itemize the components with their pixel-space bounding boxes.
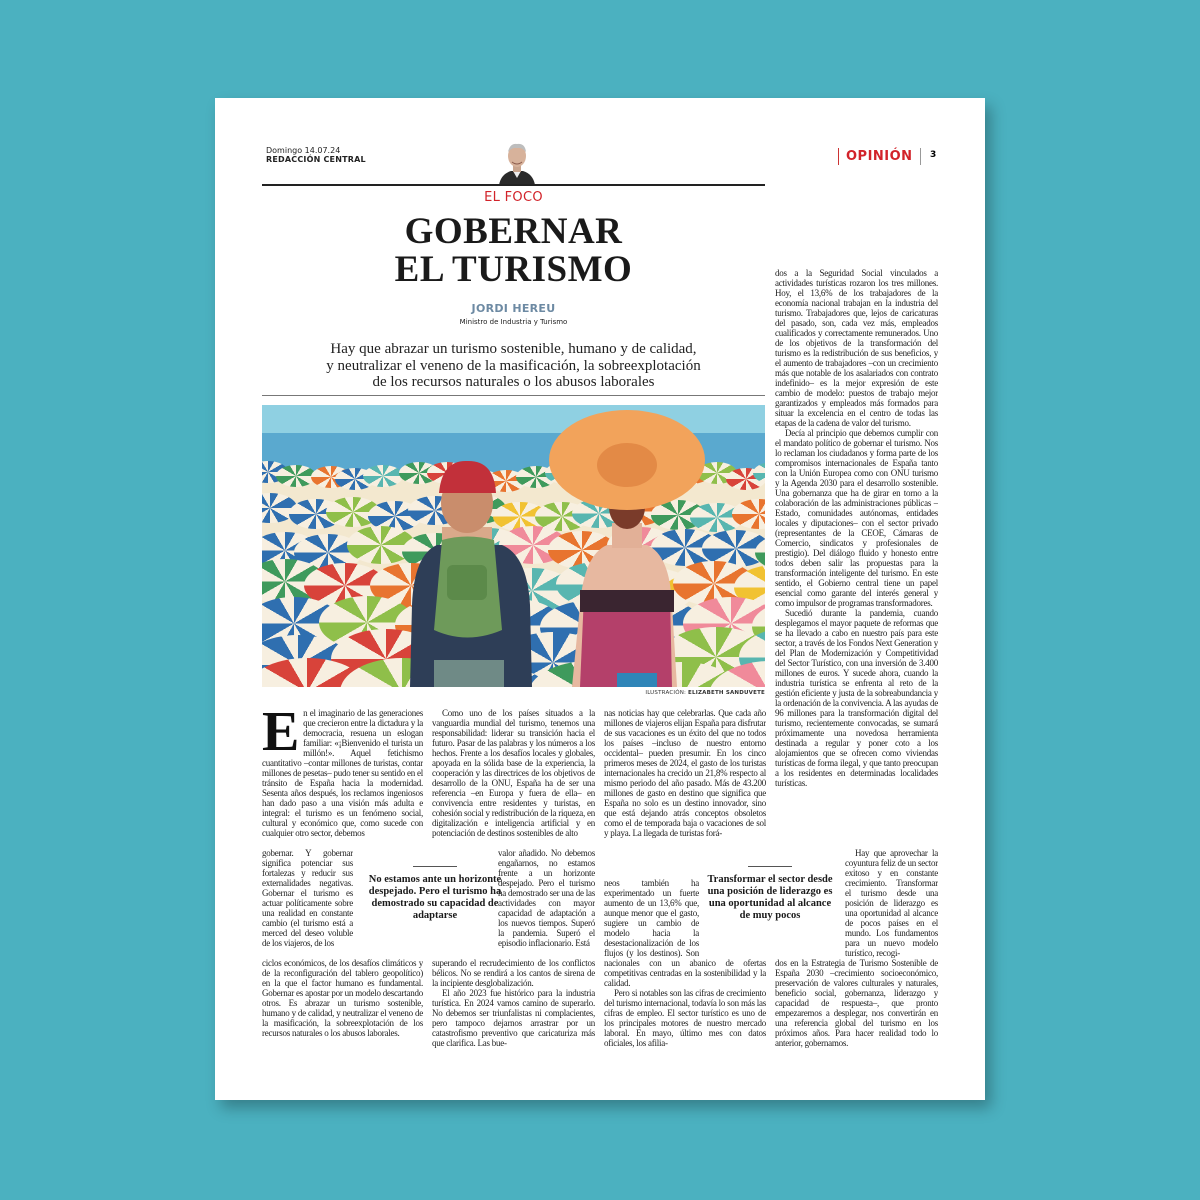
body-column-3-wrap (604, 878, 699, 958)
paragraph: valor añadido. No debemos engañarnos, no estamos frente a un horizonte despejado. Pero el turismo ha demostrado ser una de las actividades con mayor capacidad de adaptación a los nuevos tiempos. Superó la pandemia. Superó el episodio inflacionario. Está (498, 848, 595, 948)
credit-label: ILUSTRACIÓN: (645, 690, 687, 696)
paragraph: neos también ha experimentado un fuerte aumento de un 13,6% que, aunque menor que el gasto, sugiere un cambio de modelo hacia la desestacionalización de los flujos (y los destinos). Son (604, 878, 699, 958)
drop-cap: E (262, 708, 300, 763)
divider (262, 395, 765, 396)
paragraph: n el imaginario de las generaciones que crecieron entre la dictadura y la democracia, resuena un eslogan familiar: «¡Bienvenido el turista un millón!». Aquel fetichismo cuantitativo –contar millones de turistas, contar millones de pesetas– pudo tener su sentido en el tránsito de España hacia la modernidad. Sesenta años después, los reclamos ingeniosos han dado paso a una visión más adulta e integral: el turismo es un fenómeno social, cultural y económico que, como sucede con cualquier otro sector, debemos (262, 708, 423, 838)
newspaper-page (215, 98, 985, 1100)
paragraph: El año 2023 fue histórico para la industria turística. En 2024 vamos camino de superarlo. No debemos ser triunfalistas ni complacientes, pero tampoco dejarnos arrastrar por un catastrofismo preventivo que caricaturiza más que clarifica. Las bue- (432, 988, 595, 1048)
body-column-2-tail (432, 958, 595, 1058)
illustration-credit (515, 690, 765, 696)
divider (262, 184, 765, 186)
page-number: 3 (920, 148, 936, 165)
standfirst-line: de los recursos naturales o los abusos laborales (372, 374, 655, 390)
date: Domingo 14.07.24 (266, 146, 341, 155)
body-column-3-tail (604, 958, 766, 1058)
body-column-2 (432, 708, 595, 848)
author-role: Ministro de Industria y Turismo (459, 318, 568, 326)
body-column-4-wrap (845, 848, 938, 958)
standfirst-line: y neutralizar el veneno de la masificación, la sobreexplotación (326, 357, 701, 374)
pull-quote: No estamos ante un horizonte despejado. Pero el turismo ha demostrado su capacidad de adaptarse (365, 866, 505, 922)
paragraph: dos en la Estrategia de Turismo Sostenible de España 2030 –crecimiento socioeconómico, preservación de valores culturales y naturales, beneficio social, gobernanza, liderazgo y capacidad de respuesta–, que pronto empezaremos a desplegar, nos convertirán en una referencia global del turismo en los próximos años. Para hacer realidad todo lo anterior, gobernamos. (775, 958, 938, 1048)
body-column-1-wrap (262, 848, 353, 958)
paragraph: gobernar. Y gobernar significa potenciar sus fortalezas y reducir sus externalidades negativas. Gobernar el turismo es actuar políticamente sobre una realidad en constante cambio (el turismo está a merced del deseo voluble de los viajeros, de los (262, 848, 353, 948)
illustration-beach-umbrellas (262, 405, 765, 687)
headline-line: EL TURISMO (394, 249, 633, 290)
body-column-3 (604, 708, 766, 878)
author-portrait (497, 140, 537, 185)
author-name: JORDI HEREU (471, 302, 556, 315)
man-figure (410, 461, 532, 687)
kicker: EL FOCO (484, 190, 543, 205)
headline-line: GOBERNAR (404, 211, 623, 252)
paragraph: Decía al principio que debemos cumplir con el mandato político de gobernar el turismo. Nos lo reclaman los ciudadanos y forma parte de los compromisos internacionales de España tanto con la Unión Europea como con ONU turismo y la Agenda 2030 para el desarrollo sostenible. Una gobernanza que ha de girar en torno a la colaboración de las administraciones públicas –Estado, comunidades autónomas, entidades locales y diputaciones– con el sector privado (representantes de la CEOE, Cámaras de Comercio, sindicatos y profesionales de prestigio). Del diálogo fluido y honesto entre todos deben salir las propuestas para la transformación inteligente del turismo. En este sentido, el Gobierno central tiene un papel esencial como garante del interés general y como impulsor de programas transformadores. (775, 428, 938, 608)
woman-figure (549, 410, 705, 687)
paragraph: dos a la Seguridad Social vinculados a actividades turísticas rozaron los tres millones. Hoy, el 13,6% de los trabajadores de la economía nacional trabajan en la industria del turismo. Trabajadores que, lejos de caricaturas del pasado, son, cada vez más, empleados cualificados y correctamente remunerados. Uno de los objetivos de la transformación del turismo es la redistribución de sus beneficios, y el aumento de trabajadores –con un crecimiento más que notable de los asalariados con contrato indefinido– es la mejor expresión de este cambio de modelo: puestos de trabajo mejor garantizados y empleados más formados para situar la excelencia en el centro de todas las etapas de la cadena de valor del turismo. (775, 268, 938, 428)
section-label: OPINIÓN (838, 148, 913, 165)
paragraph: Pero si notables son las cifras de crecimiento del turismo internacional, todavía lo son más las cifras de empleo. El sector turístico es uno de los principales motores de nuestro mercado laboral. En mayo, último mes con datos oficiales, los afilia- (604, 988, 766, 1048)
paragraph: nas noticias hay que celebrarlas. Que cada año millones de viajeros elijan España para disfrutar de sus vacaciones es un éxito del que no todos los países –incluso de nuestro entorno occidental– pueden presumir. En los cinco primeros meses de 2024, el gasto de los turistas internacionales ha crecido un 21,8% respecto al mismo periodo del año pasado. Más de 43.200 millones de gasto en destino que significa que España no solo es un destino innovador, sino que está dejando atrás conceptos obsoletos como el de temporada baja o vacaciones de sol y playa. La llegada de turistas forá- (604, 708, 766, 838)
body-column-1-tail (262, 958, 423, 1078)
desk-label: REDACCIÓN CENTRAL (266, 155, 366, 164)
body-column-4-tail (775, 958, 938, 1058)
body-column-1 (262, 708, 423, 848)
paragraph: nacionales con un abanico de ofertas competitivas centradas en la sostenibilidad y la calidad. (604, 958, 766, 988)
headline (262, 213, 765, 289)
dateline (266, 146, 366, 164)
standfirst (262, 341, 765, 391)
paragraph: ciclos económicos, de los desafíos climáticos y de la reconfiguración del tablero geopolítico) en la que el factor humano es fundamental. Gobernar es apostar por un modelo descartando otros. Es abrazar un turismo sostenible, humano y de calidad, y neutralizar el veneno de la masificación, la sobreexplotación de los recursos naturales o los abusos laborales. (262, 958, 423, 1038)
paragraph: superando el recrudecimiento de los conflictos bélicos. No se rendirá a los cantos de sirena de la incipiente desglobalización. (432, 958, 595, 988)
paragraph: Como uno de los países situados a la vanguardia mundial del turismo, tenemos una responsabilidad: liderar su transición hacia el futuro. Pasar de las palabras y los números a los hechos. Frente a los desafíos locales y globales, apoyada en la sólida base de la experiencia, la cooperación y las directrices de los objetivos de desarrollo de la ONU, España ha de ser una referencia –en Europa y fuera de ella– en convivencia entre residentes y turistas, en cohesión social y redistribución de la riqueza, en digitalización e inteligencia artificial y en potenciación de destinos sostenibles de alto (432, 708, 595, 838)
standfirst-line: Hay que abrazar un turismo sostenible, humano y de calidad, (330, 341, 697, 357)
body-column-2-wrap (498, 848, 595, 958)
body-column-4 (775, 268, 938, 848)
credit-name: ELIZABETH SANDUVETE (688, 690, 765, 696)
paragraph: Sucedió durante la pandemia, cuando desplegamos el mayor paquete de reformas que se ha llevado a cabo en nuestro país para este sector, a través de los Fondos Next Generation y del Plan de Modernización y Competitividad del Sector Turístico, con una inversión de 3.400 millones de euros. Y sucede ahora, cuando la industria turística se enfrenta al reto de la gestión eficiente y justa de la sobreabundancia y la ordenación de la convivencia. A las ayudas de 96 millones para la transformación digital del turismo, recientemente convocadas, se sumará próximamente una novedosa herramienta destinada a regular y poner coto a los alojamientos que se ofrecen como viviendas turísticas de forma ilegal, y que tanto preocupan a los residentes en determinadas localidades turísticas. (775, 608, 938, 788)
paragraph: Hay que aprovechar la coyuntura feliz de un sector exitoso y en constante crecimiento. Transformar el turismo desde una posición de liderazgo es una oportunidad al alcance de pocos países en el mundo. Los fundamentos para un nuevo modelo turístico, recogi- (845, 848, 938, 958)
tourist-couple (262, 405, 765, 687)
pull-quote: Transformar el sector desde una posición de liderazgo es una oportunidad al alcance de muy pocos (705, 866, 835, 922)
